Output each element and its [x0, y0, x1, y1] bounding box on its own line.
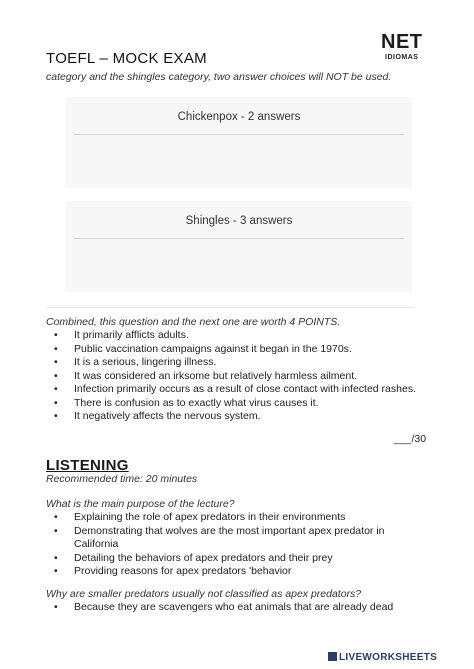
- logo-sub-text: IDIOMAS: [385, 54, 419, 61]
- option-item[interactable]: • Explaining the role of apex predators in their environments: [54, 511, 346, 523]
- bullet-icon: •: [54, 356, 58, 368]
- option-item[interactable]: • Because they are scavengers who eat animals that are already dead: [54, 601, 394, 613]
- option-item[interactable]: • Providing reasons for apex predators 'behavior: [54, 565, 292, 577]
- liveworksheets-logo[interactable]: LIVEWORKSHEETS: [328, 652, 437, 663]
- net-idiomas-logo: [381, 32, 423, 61]
- answer-choice[interactable]: • Public vaccination campaigns against it began in the 1970s.: [54, 342, 352, 355]
- shingles-drop-zone-label: Shingles - 3 answers: [185, 215, 293, 227]
- question-1-options: [46, 511, 385, 579]
- answer-choice[interactable]: • There is confusion as to exactly what virus causes it.: [54, 396, 319, 409]
- score-field: ___/30: [394, 433, 427, 445]
- section-divider: [46, 307, 414, 308]
- answer-choice[interactable]: • It was considered an irksome but relatively harmless ailment.: [54, 369, 358, 382]
- shingles-drop-zone[interactable]: [66, 201, 412, 292]
- bullet-icon: •: [54, 511, 58, 523]
- instruction-text: category and the shingles category, two answer choices will NOT be used.: [46, 71, 392, 83]
- bullet-icon: •: [54, 329, 58, 341]
- question-2: Why are smaller predators usually not classified as apex predators?: [46, 588, 362, 600]
- bullet-icon: •: [54, 410, 58, 422]
- bullet-icon: •: [54, 551, 58, 564]
- listening-heading: LISTENING: [46, 457, 129, 474]
- answer-choice[interactable]: • It negatively affects the nervous system.: [54, 410, 261, 422]
- bullet-icon: •: [54, 565, 58, 577]
- bullet-icon: •: [54, 601, 58, 613]
- option-item[interactable]: • Detailing the behaviors of apex predators and their prey: [54, 551, 333, 564]
- answer-choice[interactable]: • It primarily afflicts adults.: [54, 329, 189, 341]
- answer-choices-list: [46, 329, 416, 424]
- answer-choice[interactable]: • Infection primarily occurs as a result of close contact with infected rashes.: [54, 383, 416, 395]
- chickenpox-drop-zone[interactable]: [66, 97, 412, 188]
- option-item-continuation: California: [74, 538, 119, 550]
- chickenpox-drop-zone-label: Chickenpox - 2 answers: [177, 111, 301, 123]
- question-1: What is the main purpose of the lecture?: [46, 498, 235, 510]
- bullet-icon: •: [54, 369, 58, 382]
- bullet-icon: •: [54, 524, 58, 537]
- recommended-time: Recommended time: 20 minutes: [46, 473, 198, 485]
- answer-choice[interactable]: • It is a serious, lingering illness.: [54, 356, 217, 368]
- page-title: TOEFL – MOCK EXAM: [46, 50, 207, 67]
- liveworksheets-icon: [328, 652, 337, 661]
- bullet-icon: •: [54, 383, 58, 395]
- bullet-icon: •: [54, 396, 58, 409]
- drop-zone-divider: [74, 238, 404, 239]
- logo-main-text: NET: [381, 31, 423, 53]
- question-2-options: [46, 601, 393, 615]
- bullet-icon: •: [54, 342, 58, 355]
- option-item[interactable]: • Demonstrating that wolves are the most important apex predator in: [54, 524, 385, 537]
- points-note: Combined, this question and the next one are worth 4 POINTS.: [46, 316, 341, 328]
- drop-zone-divider: [74, 134, 404, 135]
